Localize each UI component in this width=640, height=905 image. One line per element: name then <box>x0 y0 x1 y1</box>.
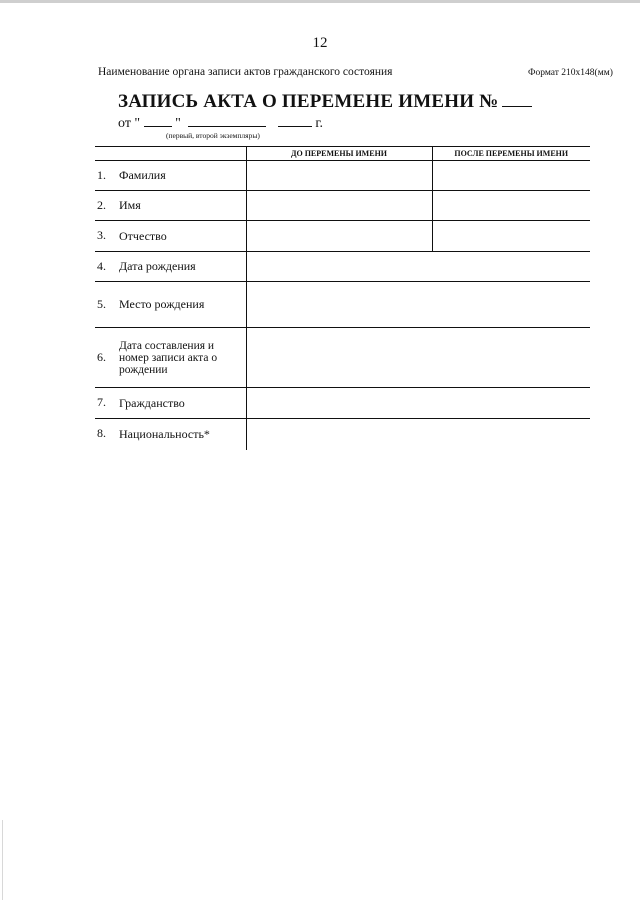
birth-place-field[interactable] <box>246 282 590 328</box>
birth-date-field[interactable] <box>246 252 590 282</box>
scan-edge-top <box>0 0 640 3</box>
table-row <box>95 282 590 328</box>
row-label-text: Дата рождения <box>119 259 196 274</box>
row-label <box>95 191 246 221</box>
date-quote-close: " <box>175 116 181 131</box>
row-label <box>95 221 246 252</box>
nationality-field[interactable] <box>246 419 590 450</box>
table-row <box>95 252 590 282</box>
row-label-text: Имя <box>119 198 141 213</box>
table-header-row <box>95 147 590 161</box>
row-number: 6. <box>97 350 106 364</box>
table-row <box>95 388 590 419</box>
page-number: 12 <box>312 35 328 51</box>
row-label <box>95 388 246 419</box>
document-title <box>118 91 532 113</box>
copies-hint: (первый, второй экземпляры) <box>166 131 260 140</box>
scan-edge-left <box>2 820 3 900</box>
row-label-text: Дата составления и номер записи акта о рождении <box>119 339 218 376</box>
row-label-text: Место рождения <box>119 297 205 312</box>
row-label-text: Гражданство <box>119 395 185 410</box>
year-suffix: г. <box>315 116 324 131</box>
row-number: 8. <box>97 426 106 441</box>
year-field[interactable] <box>278 114 312 127</box>
format-label: Формат 210x148(мм) <box>528 68 613 78</box>
name-before-field[interactable] <box>246 191 432 221</box>
row-number: 3. <box>97 228 106 243</box>
citizenship-field[interactable] <box>246 388 590 419</box>
row-number: 4. <box>97 258 106 273</box>
row-label <box>95 282 246 328</box>
name-change-form-table <box>95 146 590 450</box>
row-number: 2. <box>97 197 106 212</box>
table-row <box>95 161 590 191</box>
row-number: 5. <box>97 296 106 311</box>
surname-before-field[interactable] <box>246 161 432 191</box>
date-line <box>118 114 323 132</box>
row-label <box>95 161 246 191</box>
row-label <box>95 328 246 388</box>
date-prefix: от " <box>118 116 141 131</box>
table-row <box>95 419 590 450</box>
row-label-text: Фамилия <box>119 168 166 183</box>
patronymic-after-field[interactable] <box>432 221 590 252</box>
row-number: 7. <box>97 395 106 410</box>
header-after-change: ПОСЛЕ ПЕРЕМЕНЫ ИМЕНИ <box>432 147 590 161</box>
month-field[interactable] <box>188 114 266 127</box>
birth-record-field[interactable] <box>246 328 590 388</box>
header-label-cell <box>95 147 246 161</box>
day-field[interactable] <box>144 114 172 127</box>
row-label-text: Отчество <box>119 228 167 243</box>
org-name-label: Наименование органа записи актов гражданского состояния <box>98 66 393 78</box>
table-row <box>95 221 590 252</box>
row-label <box>95 419 246 450</box>
row-number: 1. <box>97 167 106 182</box>
row-label-text: Национальность* <box>119 427 210 442</box>
surname-after-field[interactable] <box>432 161 590 191</box>
patronymic-before-field[interactable] <box>246 221 432 252</box>
row-label <box>95 252 246 282</box>
record-number-field[interactable] <box>502 92 532 107</box>
table-row <box>95 191 590 221</box>
header-before-change: ДО ПЕРЕМЕНЫ ИМЕНИ <box>246 147 432 161</box>
document-title-text: ЗАПИСЬ АКТА О ПЕРЕМЕНЕ ИМЕНИ № <box>118 91 499 112</box>
name-after-field[interactable] <box>432 191 590 221</box>
table-row <box>95 328 590 388</box>
